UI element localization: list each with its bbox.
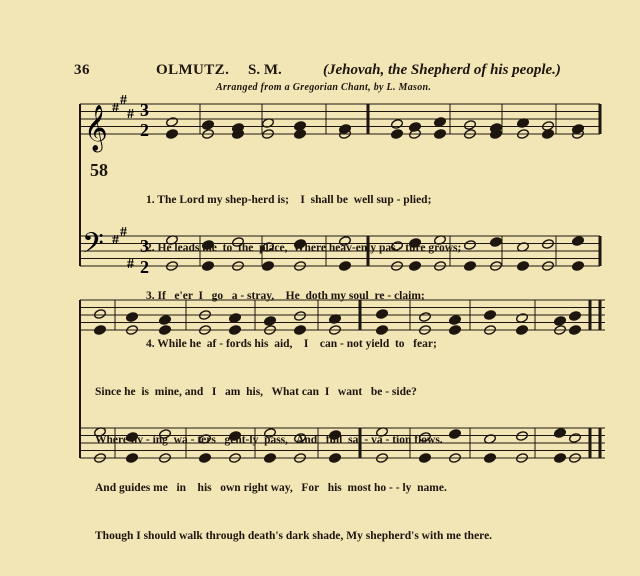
note-head — [572, 236, 585, 247]
tune-title: OLMUTZ. — [156, 62, 230, 78]
note-head — [517, 261, 530, 272]
note-head — [569, 433, 582, 444]
note-head — [434, 129, 447, 140]
note-head — [572, 261, 585, 272]
verses-second-line — [95, 352, 492, 576]
note-head — [202, 120, 215, 131]
treble-clef: 𝄞 — [84, 105, 108, 151]
verse-line: Where liv - ing wa - ters gent-ly pass, And full sal - va - tion flows. — [95, 434, 443, 446]
note-head — [542, 129, 555, 140]
note-head — [554, 453, 567, 464]
sharp-sign-3: # — [127, 107, 134, 122]
note-head — [554, 428, 567, 439]
time-sig-top-treble: 3 — [140, 100, 149, 120]
verse-line: 1. The Lord my shep-herd is; I shall be well sup - plied; — [146, 194, 432, 206]
note-head — [391, 119, 404, 130]
verses-first-line — [146, 160, 461, 384]
time-sig-bottom-treble: 2 — [140, 120, 149, 140]
note-head — [166, 129, 179, 140]
sharp-sign-5: # — [120, 225, 127, 240]
note-head — [94, 309, 107, 320]
hymn-subject: (Jehovah, the Shepherd of his people.) — [323, 62, 561, 78]
note-head — [391, 129, 404, 140]
time-sig-bottom-bass: 2 — [140, 257, 149, 277]
note-head — [464, 261, 477, 272]
verse-line: 3. If e'er I go a - stray, He doth my soul re - claim; — [146, 290, 425, 302]
note-head — [94, 325, 107, 336]
bass-clef: 𝄢 — [82, 227, 104, 267]
note-head — [434, 117, 447, 128]
sharp-sign-2: # — [120, 93, 127, 108]
note-head — [166, 117, 179, 128]
note-head — [484, 310, 497, 321]
clefs — [82, 93, 149, 277]
note-head — [554, 316, 567, 327]
verse-line: Though I should walk through death's dark shade, My shepherd's with me there. — [95, 530, 493, 542]
verse-line: And guides me in his own right way, For his most ho - - ly name. — [95, 482, 447, 494]
meter-label: S. M. — [248, 62, 282, 78]
note-head — [516, 325, 529, 336]
arranger-credit: Arranged from a Gregorian Chant, by L. Mason. — [216, 82, 432, 93]
time-sig-top-bass: 3 — [140, 236, 149, 256]
verse-line: 2. He leads me to the place, Where heav-enly pas - ture grows; — [146, 242, 462, 254]
sharp-sign-4: # — [112, 233, 119, 248]
verse-line: 4. While he af - fords his aid, I can - not yield to fear; — [146, 338, 437, 350]
note-head — [569, 311, 582, 322]
verse-line: Since he is mine, and I am his, What can I want be - side? — [95, 386, 417, 398]
note-head — [464, 240, 477, 251]
note-head — [516, 313, 529, 324]
note-head — [490, 237, 503, 248]
hymn-number: 58 — [90, 160, 108, 180]
sharp-sign-6: # — [127, 257, 134, 272]
note-head — [569, 325, 582, 336]
sharp-sign-1: # — [112, 101, 119, 116]
page-number: 36 — [74, 62, 90, 78]
note-head — [126, 312, 139, 323]
note-head — [464, 120, 477, 131]
note-head — [294, 129, 307, 140]
